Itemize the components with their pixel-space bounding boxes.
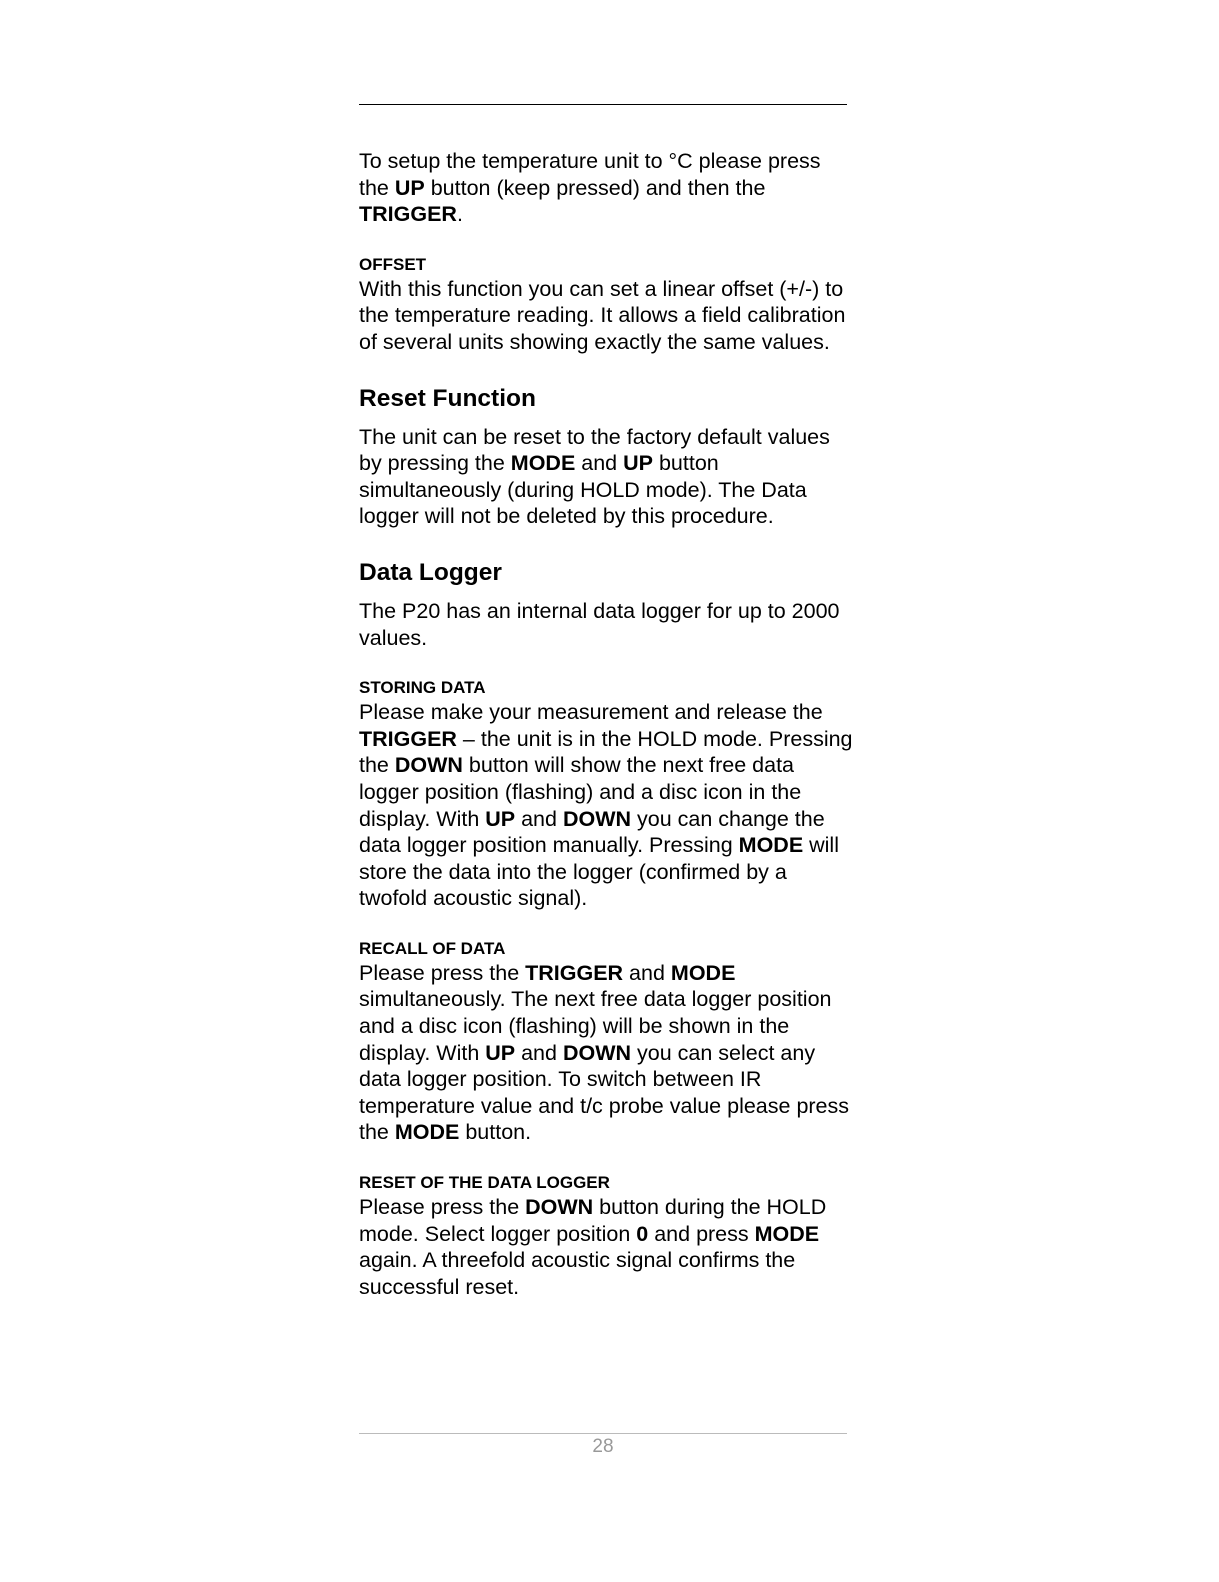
key-up: UP — [394, 175, 425, 200]
reset-function-paragraph: The unit can be reset to the factory default values by pressing the MODE and UP button simultaneously (during HOLD mode). The Data logger will not be deleted by this procedure. — [359, 424, 830, 529]
key-down: DOWN — [562, 806, 632, 831]
key-mode: MODE — [394, 1120, 460, 1145]
data-logger-paragraph: The P20 has an internal data logger for up to 2000 values. — [359, 598, 840, 650]
key-up: UP — [623, 451, 653, 476]
data-logger-heading: Data Logger — [359, 558, 502, 586]
offset-heading: OFFSET — [359, 254, 427, 274]
page-number: 28 — [592, 1436, 614, 1457]
key-up: UP — [485, 1040, 516, 1065]
reset-function-heading: Reset Function — [359, 384, 536, 412]
key-down: DOWN — [525, 1195, 594, 1220]
key-mode: MODE — [670, 960, 736, 985]
storing-data-paragraph: Please make your measurement and release the TRIGGER – the unit is in the HOLD mode. Pressing the DOWN button will show the next free data logger position (flashing) and a disc icon in the display. With UP and DOWN you can change the data logger position manually. Pressing MODE will store the data into the logger (confirmed by a twofold acoustic signal). — [359, 700, 853, 911]
key-trigger: TRIGGER — [525, 960, 624, 985]
key-down: DOWN — [562, 1040, 632, 1065]
recall-of-data-paragraph: Please press the TRIGGER and MODE simultaneously. The next free data logger position and a disc icon (flashing) will be shown in the display. With UP and DOWN you can select any data logger position. To switch between IR temperature value and t/c probe value please press the MODE button. — [359, 960, 850, 1145]
content-column — [359, 148, 854, 1300]
reset-logger-heading: RESET OF THE DATA LOGGER — [359, 1173, 610, 1193]
key-mode: MODE — [754, 1221, 820, 1246]
header-rule — [359, 104, 847, 105]
key-down: DOWN — [394, 753, 463, 778]
key-trigger: TRIGGER — [359, 726, 457, 751]
key-up: UP — [485, 806, 516, 831]
intro-paragraph: To setup the temperature unit to °C please press the UP button (keep pressed) and then the TRIGGER. — [359, 149, 821, 227]
footer-rule — [359, 1433, 847, 1434]
key-mode: MODE — [510, 451, 576, 476]
key-trigger: TRIGGER — [359, 202, 457, 227]
recall-of-data-heading: RECALL OF DATA — [359, 938, 506, 958]
logger-position-zero: 0 — [636, 1221, 649, 1246]
key-mode: MODE — [738, 833, 804, 858]
storing-data-heading: STORING DATA — [359, 678, 486, 698]
offset-paragraph: With this function you can set a linear offset (+/-) to the temperature reading. It allows a field calibration of several units showing exactly the same values. — [359, 276, 846, 354]
reset-logger-paragraph: Please press the DOWN button during the HOLD mode. Select logger position 0 and press MODE again. A threefold acoustic signal confirms the successful reset. — [359, 1195, 827, 1299]
